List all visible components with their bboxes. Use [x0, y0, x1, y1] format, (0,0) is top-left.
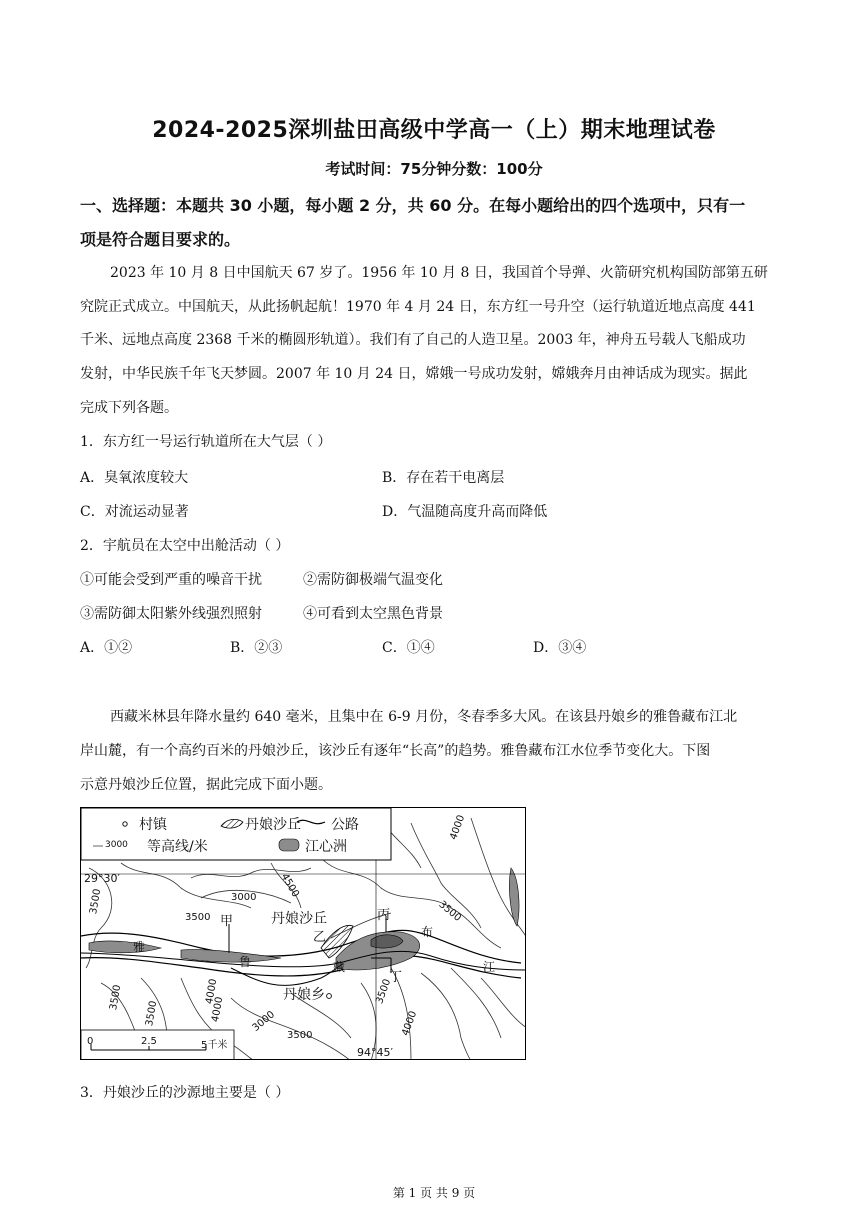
legend-contour-sample: 3000: [105, 840, 128, 850]
legend-road: 公路: [331, 817, 359, 833]
q2-statement-1: ①可能会受到严重的噪音干扰: [80, 572, 262, 588]
dune-location-map: [80, 807, 526, 1060]
scale-label: 0: [87, 1036, 94, 1047]
dune-label: 丹娘沙丘: [271, 908, 327, 928]
point-ding: 丁: [389, 970, 403, 985]
section-heading-line1: 一、选择题：本题共 30 小题，每小题 2 分，共 60 分。在每小题给出的四个选项中，只有一: [80, 196, 746, 215]
contour-label: 4000: [448, 813, 468, 842]
passage1-line: 究院正式成立。中国航天，从此扬帆起航！1970 年 4 月 24 日，东方红一号升空（运行轨道近地点高度 441: [80, 299, 756, 315]
passage2-line: 示意丹娘沙丘位置，据此完成下面小题。: [80, 777, 332, 793]
contour-label: 3500: [287, 1030, 313, 1041]
point-bing: 丙: [377, 908, 391, 923]
q1-option-c[interactable]: C．对流运动显著: [80, 504, 189, 520]
contour-label: 3500: [436, 899, 464, 924]
passage1-line: 2023 年 10 月 8 日中国航天 67 岁了。1956 年 10 月 8 日，我国首个导弹、火箭研究机构国防部第五研: [110, 265, 768, 281]
q2-option-c[interactable]: C．①④: [382, 640, 435, 656]
q2-statement-3: ③需防御太阳紫外线强烈照射: [80, 606, 262, 622]
legend-island: 江心洲: [305, 839, 347, 855]
q1-option-d[interactable]: D．气温随高度升高而降低: [382, 504, 548, 520]
point-yi: 乙: [313, 930, 327, 945]
contour-label: 4000: [204, 978, 220, 1005]
q2-statement-4: ④可看到太空黑色背景: [303, 606, 443, 622]
river-char: 布: [421, 925, 434, 939]
river-char: 江: [483, 960, 496, 974]
q2-statement-2: ②需防御极端气温变化: [303, 572, 443, 588]
question-1-stem: 1．东方红一号运行轨道所在大气层（ ）: [80, 434, 332, 450]
q2-option-d[interactable]: D．③④: [533, 640, 587, 656]
scale-label: 2.5: [141, 1036, 157, 1047]
latitude-label: 29°30′: [84, 872, 120, 885]
longitude-label: 94°45′: [357, 1046, 393, 1059]
passage2-line: 岸山麓，有一个高约百米的丹娘沙丘，该沙丘有逐年“长高”的趋势。雅鲁藏布江水位季节变化大。下图: [80, 743, 711, 759]
contour-label: 4500: [278, 871, 301, 900]
contour-label: 3000: [250, 1009, 278, 1034]
q2-option-a[interactable]: A．①②: [80, 640, 133, 656]
contour-label: 3000: [231, 892, 257, 903]
legend-town: 村镇: [139, 817, 167, 833]
page-title: 2024-2025深圳盐田高级中学高一（上）期末地理试卷: [152, 118, 716, 143]
passage1-line: 完成下列各题。: [80, 400, 178, 416]
passage1-line: 发射，中华民族千年飞天梦圆。2007 年 10 月 24 日，嫦娥一号成功发射，嫦娥奔月由神话成为现实。据此: [80, 366, 748, 382]
river-char: 藏: [333, 960, 346, 974]
contour-label: 3500: [144, 1000, 160, 1027]
question-3-stem: 3．丹娘沙丘的沙源地主要是（ ）: [80, 1085, 290, 1101]
question-2-stem: 2．宇航员在太空中出舱活动（ ）: [80, 538, 290, 554]
passage1-line: 千米、远地点高度 2368 千米的椭圆形轨道）。我们有了自己的人造卫星。2003 年，神舟五号载人飞船成功: [80, 332, 746, 348]
contour-label: 3500: [88, 888, 104, 915]
legend-contour: 等高线/米: [147, 839, 208, 855]
scale-label: 5千米: [201, 1040, 228, 1051]
section-heading-line2: 项是符合题目要求的。: [80, 230, 241, 249]
contour-label: 3500: [185, 912, 211, 923]
exam-info: 考试时间：75分钟分数：100分: [325, 160, 543, 178]
contour-label: 4000: [210, 996, 226, 1023]
legend-dune: 丹娘沙丘: [245, 817, 301, 833]
q2-option-b[interactable]: B．②③: [230, 640, 283, 656]
contour-label: 3500: [374, 977, 394, 1006]
river-char: 鲁: [239, 955, 252, 969]
page-footer: 第 1 页 共 9 页: [392, 1186, 476, 1200]
town-label: 丹娘乡: [283, 987, 325, 1003]
q1-option-b[interactable]: B．存在若干电离层: [382, 470, 505, 486]
contour-label: 4000: [400, 1009, 420, 1038]
q1-option-a[interactable]: A．臭氧浓度较大: [80, 470, 189, 486]
passage2-line: 西藏米林县年降水量约 640 毫米，且集中在 6-9 月份，冬春季多大风。在该县丹娘乡的雅鲁藏布江北: [110, 709, 738, 725]
river-char: 雅: [133, 940, 146, 954]
island-shape: [89, 941, 161, 953]
point-jia: 甲: [220, 914, 234, 929]
contour-label: 3500: [108, 984, 124, 1011]
